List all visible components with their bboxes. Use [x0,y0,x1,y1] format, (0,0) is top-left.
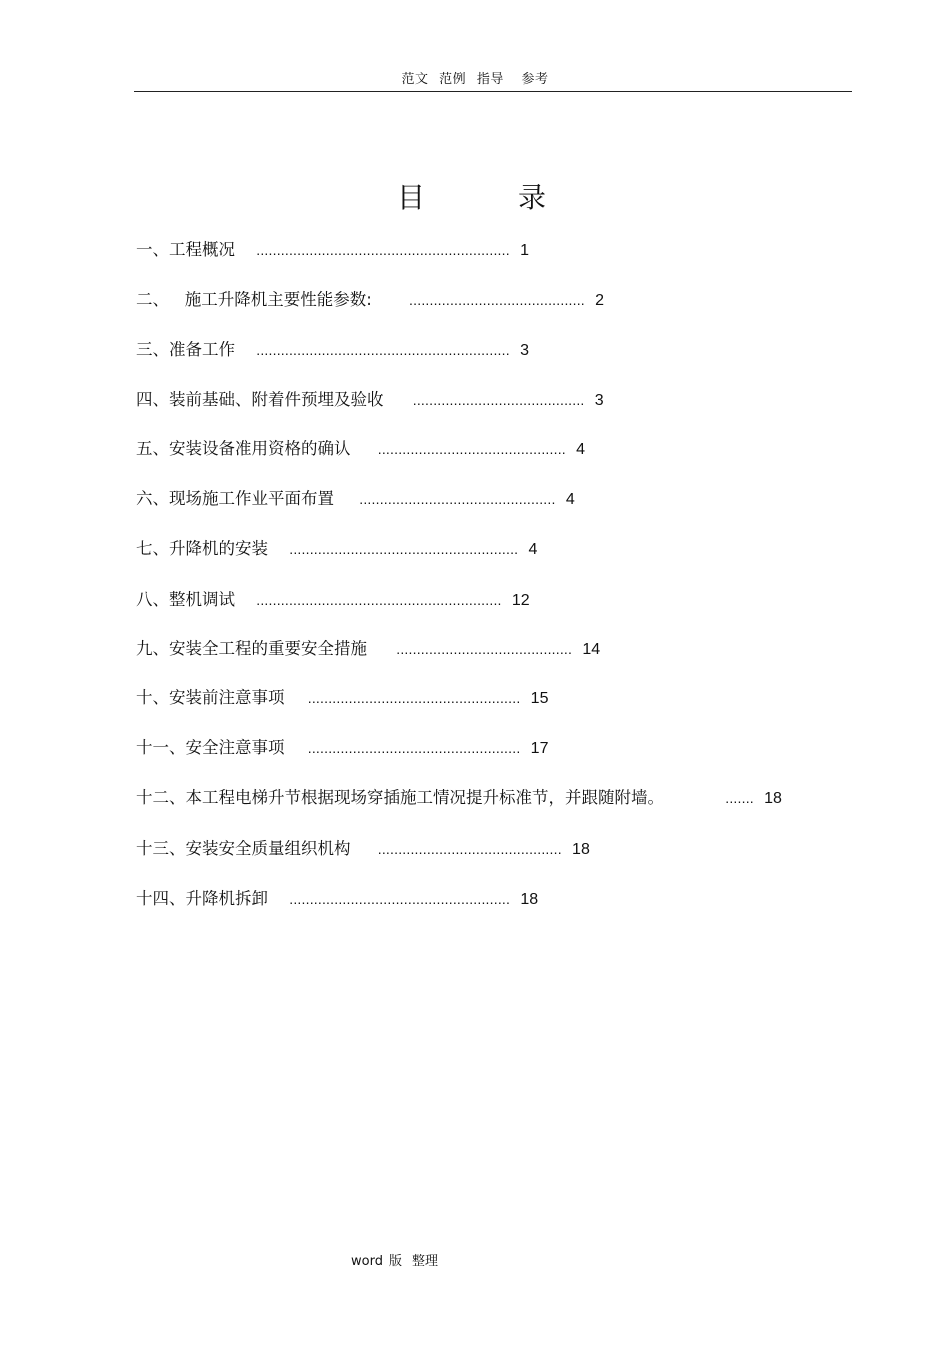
toc-leader: .................................................... [307,690,521,706]
toc-entry-9[interactable] [136,637,600,661]
toc-leader: ................................................ [359,491,556,507]
toc-leader: ........................................... [409,292,585,308]
toc-page-number: 2 [595,292,605,309]
toc-page-number: 3 [520,342,529,359]
toc-leader: ........................................... [396,641,573,657]
toc-leader: ........................................................ [289,541,519,557]
toc-leader: ....... [725,790,754,806]
footer-word: word [351,1254,383,1269]
page-footer [351,1250,444,1269]
toc-page-number: 14 [582,641,601,658]
toc-entry-label: 六、现场施工作业平面布置 [136,489,334,508]
toc-entry-12[interactable] [136,786,782,810]
toc-entry-label: 三、准备工作 [136,340,235,359]
toc-entry-4[interactable] [136,388,604,412]
header-item-fanli: 范例 [439,72,467,87]
toc-entry-label: 十二、本工程电梯升节根据现场穿插施工情况提升标准节，并跟随附墙。 [136,788,664,807]
toc-entry-label: 十三、安装安全质量组织机构 [136,839,351,858]
toc-entry-6[interactable] [136,487,575,511]
toc-page-number: 18 [572,841,590,858]
toc-page-number: 1 [520,242,529,259]
footer-ban: 版 [388,1254,402,1269]
toc-leader: ............................................. [377,841,562,857]
toc-entry-7[interactable] [136,537,537,561]
toc-entry-11[interactable] [136,736,548,760]
toc-leader: .......................................... [412,392,585,408]
toc-page-number: 12 [511,592,530,609]
toc-page-number: 4 [528,541,538,558]
toc-entry-label: 五、安装设备准用资格的确认 [136,439,351,458]
toc-leader: ............................................................ [256,592,502,608]
toc-entry-14[interactable] [136,887,538,911]
toc-leader: .............................................................. [256,242,510,258]
toc-entry-label: 十一、安全注意事项 [136,738,285,757]
toc-entry-13[interactable] [136,837,590,861]
toc-page-number: 18 [520,891,539,908]
toc-entry-label: 七、升降机的安装 [136,539,268,558]
toc-entry-label: 一、工程概况 [136,240,235,259]
toc-page-number: 17 [530,740,549,757]
toc-entry-label: 二、 施工升降机主要性能参数: [136,290,372,309]
toc-page-number: 4 [576,441,586,458]
header-item-fanwen: 范文 [401,72,429,87]
toc-entry-3[interactable] [136,338,529,362]
toc-page-number: 3 [594,392,604,409]
toc-page-number: 4 [565,491,575,508]
toc-entry-1[interactable] [136,238,529,262]
toc-entry-8[interactable] [136,588,530,612]
toc-leader: ...................................................... [289,891,511,907]
toc-page-number: 18 [764,790,782,807]
header-item-zhidao: 指导 [476,72,504,87]
toc-leader: .............................................................. [256,342,510,358]
toc-leader: .................................................... [307,740,521,756]
toc-entry-label: 九、安装全工程的重要安全措施 [136,639,367,658]
toc-leader: .............................................. [377,441,566,457]
toc-entry-label: 十四、升降机拆卸 [136,889,268,908]
toc-entry-label: 十、安装前注意事项 [136,688,285,707]
toc-entry-5[interactable] [136,437,585,461]
toc-entry-label: 四、装前基础、附着件预埋及验收 [136,390,384,409]
footer-zhengli: 整理 [411,1254,438,1269]
toc-entry-10[interactable] [136,686,548,710]
toc-page-number: 15 [530,690,549,707]
page-title: 目 录 [397,181,588,214]
toc-entry-label: 八、整机调试 [136,590,235,609]
toc-entry-2[interactable] [136,288,604,312]
header-item-cankao: 参考 [521,72,549,87]
